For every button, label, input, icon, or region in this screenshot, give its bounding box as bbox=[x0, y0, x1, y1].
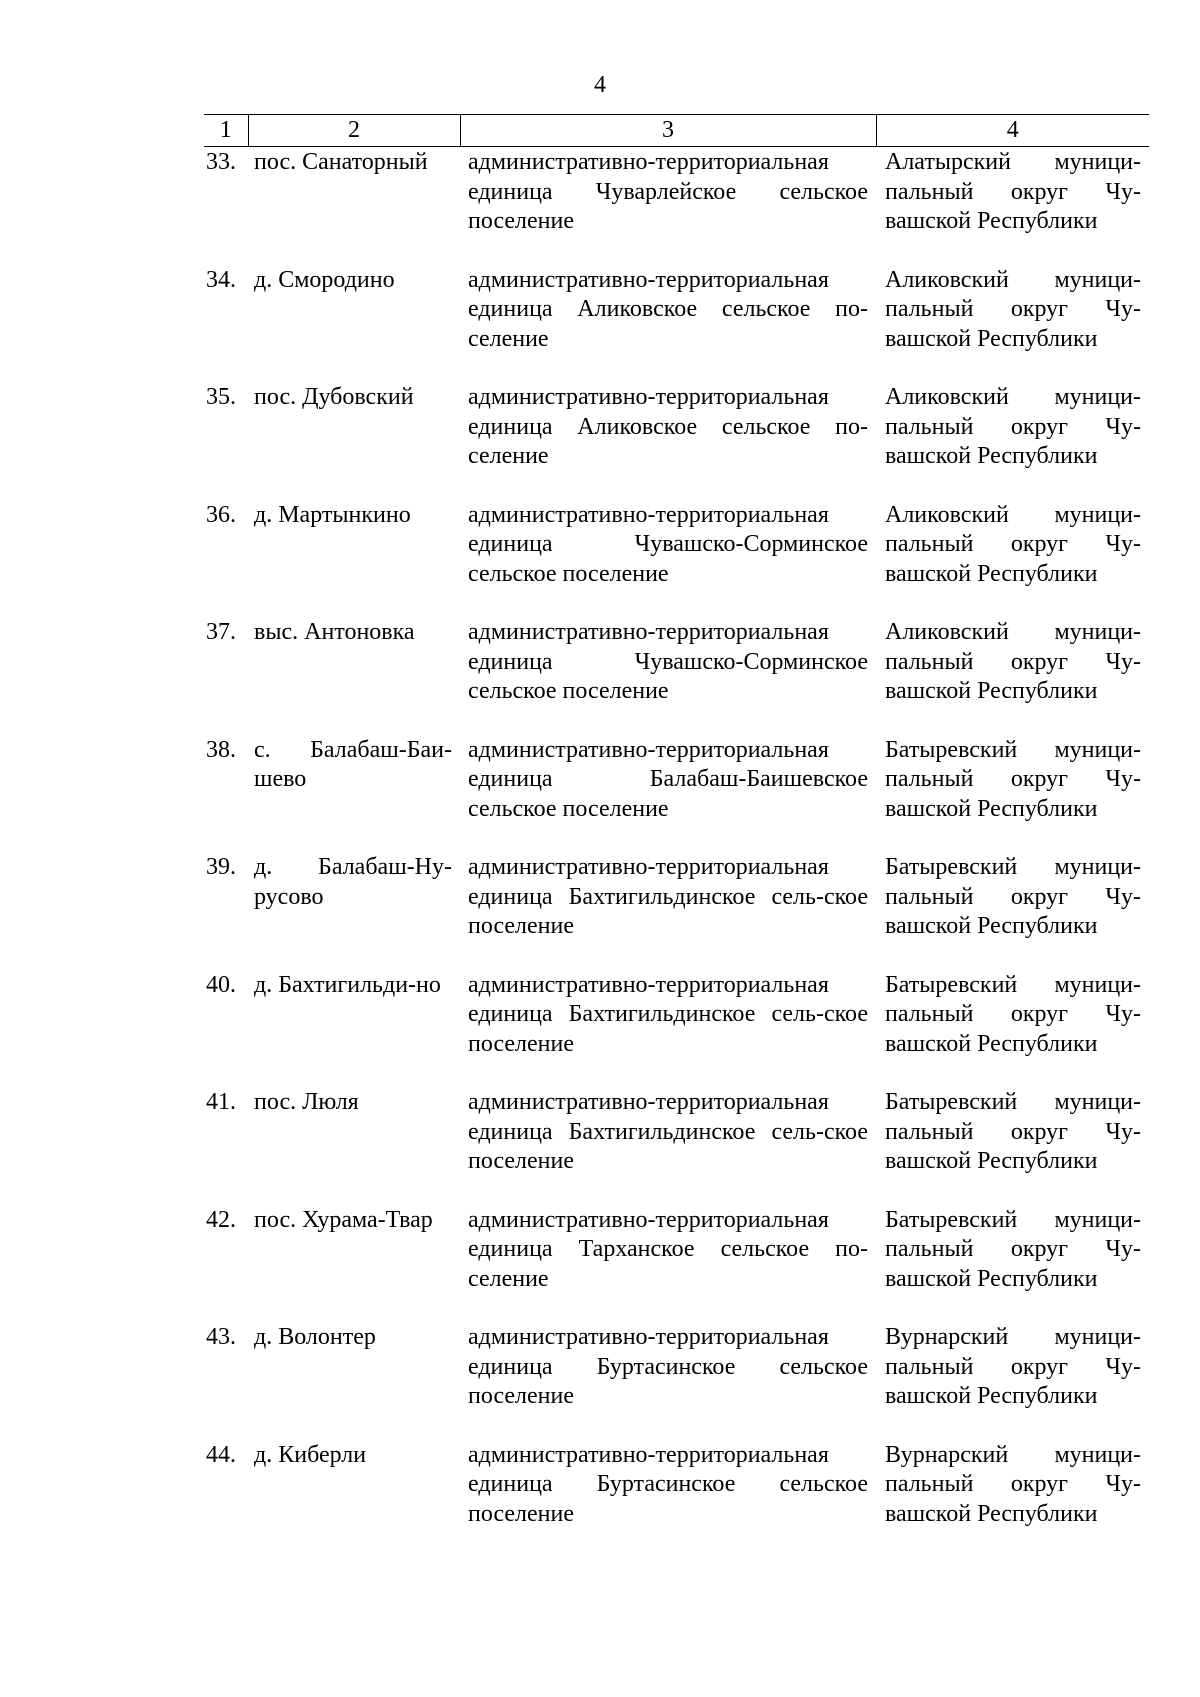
row-number: 38. bbox=[206, 736, 236, 763]
municipal-district: Батыревский муници-пальный округ Чу-вашской Республики bbox=[885, 1206, 1141, 1292]
row-number: 39. bbox=[206, 854, 236, 880]
page-number: 4 bbox=[594, 72, 606, 98]
table-row bbox=[204, 1206, 1149, 1324]
territorial-unit: административно-территориальная единица Чувашско-Сорминское сельское поселение bbox=[468, 501, 868, 587]
municipal-district: Батыревский муници-пальный округ Чу-вашской Республики bbox=[885, 1089, 1141, 1174]
table-row bbox=[204, 383, 1149, 501]
row-number: 35. bbox=[206, 384, 236, 410]
settlement-name: д. Балабаш-Ну-русово bbox=[254, 854, 452, 910]
row-number: 42. bbox=[206, 1206, 236, 1233]
municipal-district: Батыревский муници-пальный округ Чу-вашской Республики bbox=[885, 854, 1141, 939]
table-row bbox=[204, 501, 1149, 619]
row-number: 43. bbox=[206, 1324, 236, 1350]
column-header-3: 3 bbox=[460, 115, 876, 147]
column-header-4: 4 bbox=[876, 115, 1149, 147]
table-row bbox=[204, 618, 1149, 736]
settlement-name: д. Мартынкино bbox=[254, 501, 411, 528]
settlement-name: д. Смородино bbox=[254, 266, 395, 293]
table-header bbox=[204, 115, 1149, 147]
territorial-unit: административно-территориальная единица Чуварлейское сельское поселение bbox=[468, 149, 868, 234]
territorial-unit: административно-территориальная единица Аликовское сельское по-селение bbox=[468, 266, 868, 352]
row-number: 34. bbox=[206, 266, 236, 293]
column-header-2: 2 bbox=[248, 115, 460, 147]
table-row bbox=[204, 971, 1149, 1089]
settlement-name: пос. Санаторный bbox=[254, 149, 428, 175]
column-header-1: 1 bbox=[204, 115, 248, 147]
territorial-unit: административно-территориальная единица Балабаш-Баишевское сельское поселение bbox=[468, 736, 868, 822]
settlement-name: д. Бахтигильди-но bbox=[254, 971, 441, 998]
municipal-district: Аликовский муници-пальный округ Чу-вашской Республики bbox=[885, 619, 1141, 704]
territorial-unit: административно-территориальная единица Бахтигильдинское сель-ское поселение bbox=[468, 1089, 868, 1174]
row-number: 44. bbox=[206, 1441, 236, 1468]
table-row bbox=[204, 853, 1149, 971]
municipal-district: Аликовский муници-пальный округ Чу-вашской Республики bbox=[885, 266, 1141, 352]
settlement-name: с. Балабаш-Баи-шево bbox=[254, 736, 452, 792]
settlement-name: выс. Антоновка bbox=[254, 619, 415, 645]
row-number: 33. bbox=[206, 149, 236, 175]
settlement-name: д. Киберли bbox=[254, 1441, 367, 1468]
header-row bbox=[204, 115, 1149, 147]
municipal-district: Вурнарский муници-пальный округ Чу-вашской Республики bbox=[885, 1324, 1141, 1409]
municipal-district: Вурнарский муници-пальный округ Чу-вашской Республики bbox=[885, 1441, 1141, 1527]
settlement-name: пос. Люля bbox=[254, 1089, 359, 1115]
municipal-district: Аликовский муници-пальный округ Чу-вашской Республики bbox=[885, 501, 1141, 587]
table-body bbox=[204, 147, 1149, 1559]
territorial-unit: административно-территориальная единица Аликовское сельское по-селение bbox=[468, 384, 868, 469]
row-number: 41. bbox=[206, 1089, 236, 1115]
territorial-unit: административно-территориальная единица Бахтигильдинское сель-ское поселение bbox=[468, 971, 868, 1057]
territorial-unit: административно-территориальная единица Чувашско-Сорминское сельское поселение bbox=[468, 619, 868, 704]
row-number: 40. bbox=[206, 971, 236, 998]
territorial-unit: административно-территориальная единица Буртасинское сельское поселение bbox=[468, 1324, 868, 1409]
territorial-unit: административно-территориальная единица Бахтигильдинское сель-ское поселение bbox=[468, 854, 868, 939]
row-number: 37. bbox=[206, 619, 236, 645]
territorial-unit: административно-территориальная единица Буртасинское сельское поселение bbox=[468, 1441, 868, 1527]
territorial-unit: административно-территориальная единица Тарханское сельское по-селение bbox=[468, 1206, 868, 1292]
municipal-district: Алатырский муници-пальный округ Чу-вашской Республики bbox=[885, 149, 1141, 234]
table-row bbox=[204, 266, 1149, 384]
settlement-name: пос. Хурама-Твар bbox=[254, 1206, 433, 1233]
table-row bbox=[204, 1088, 1149, 1206]
municipal-district: Батыревский муници-пальный округ Чу-вашской Республики bbox=[885, 971, 1141, 1057]
settlements-table bbox=[204, 114, 1149, 1558]
table-row bbox=[204, 147, 1149, 266]
settlement-name: д. Волонтер bbox=[254, 1324, 376, 1350]
table-row bbox=[204, 1441, 1149, 1559]
settlement-name: пос. Дубовский bbox=[254, 384, 414, 410]
table-row bbox=[204, 736, 1149, 854]
municipal-district: Аликовский муници-пальный округ Чу-вашской Республики bbox=[885, 384, 1141, 469]
table-row bbox=[204, 1323, 1149, 1441]
municipal-district: Батыревский муници-пальный округ Чу-вашской Республики bbox=[885, 736, 1141, 822]
row-number: 36. bbox=[206, 501, 236, 528]
